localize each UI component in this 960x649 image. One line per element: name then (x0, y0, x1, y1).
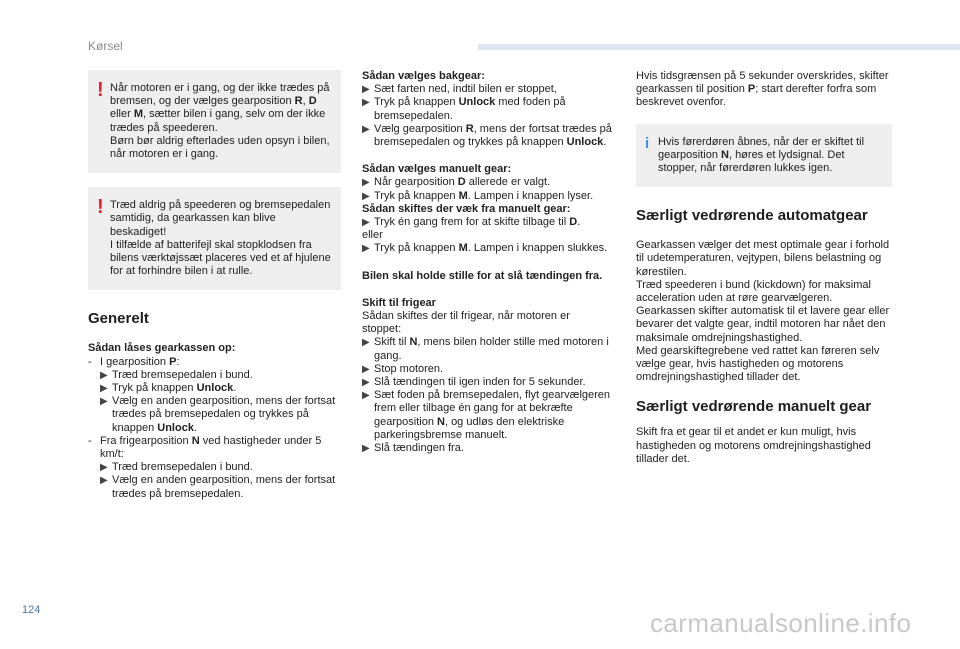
exit-manual-title: Sådan skiftes der væk fra manuelt gear: (362, 202, 571, 215)
warning-text-1b: Børn bør aldrig efterlades uden opsyn i bilen, når motoren er i gang. (110, 134, 330, 161)
warning-box-1 (88, 70, 341, 173)
warning-icon: ! (97, 196, 104, 219)
watermark: carmanualsonline.info (650, 608, 912, 638)
list-item: ▶ Vælg gearposition R, mens der fortsat trædes på bremsepedalen og trykkes på knappen Unlock. (362, 122, 612, 149)
section-title: Kørsel (88, 39, 123, 53)
list-item: ▶ Sæt foden på bremsepedalen, flyt gearvælgeren frem eller tilbage én gang for at bekræfte gearposition N, og udløs den elektriske parkeringsbremse manuelt. (362, 389, 611, 441)
column-2 (362, 70, 612, 455)
info-icon: i (645, 134, 650, 152)
list-item: ▶ Tryk på knappen M. Lampen i knappen slukkes. (362, 242, 608, 255)
dash-item-1: - I gearposition P: (88, 355, 180, 368)
list-item: ▶ Tryk på knappen Unlock med foden på bremsepedalen. (362, 96, 566, 122)
info-box (636, 124, 892, 188)
list-item: ▶ Træd bremsepedalen i bund. (100, 368, 253, 381)
header-bar (478, 44, 960, 50)
warning-box-2 (88, 187, 341, 290)
unlock-title: Sådan låses gearkassen op: (88, 342, 236, 355)
heading-automatic: Særligt vedrørende automatgear (636, 207, 868, 225)
list-item: ▶ Tryk på knappen Unlock. (100, 382, 237, 395)
manual-title: Sådan vælges manuelt gear: (362, 163, 512, 176)
heading-manual: Særligt vedrørende manuelt gear (636, 398, 872, 416)
column-3 (636, 70, 892, 466)
reverse-title: Sådan vælges bakgear: (362, 70, 485, 82)
manual-paragraph: Skift fra et gear til et andet er kun muligt, hvis hastigheden og motorens omdrejningshastighed tillader det. (636, 426, 871, 465)
auto-paragraph-2: Træd speederen i bund (kickdown) for maksimal acceleration uden at røre gearvælgeren. Gearkassen skifter automatisk til et lavere gear eller bevarer det valgte gear, indtil motoren har nået den maksimale omdrejningshastighed. (636, 278, 890, 344)
warning-text-1: Når motoren er i gang, og der ikke trædes på bremsen, og der vælges gearposition R, D eller M, sætter bilen i gang, selv om der ikke trædes på speederen. (110, 82, 330, 134)
list-item: ▶ Tryk én gang frem for at skifte tilbage til D. (362, 216, 581, 229)
page-number: 124 (22, 604, 41, 616)
heading-generelt: Generelt (88, 310, 149, 328)
or-text: eller (362, 229, 383, 242)
list-item: ▶ Slå tændingen fra. (362, 442, 464, 455)
warning-text-2b: I tilfælde af batterifejl skal stopklodsen fra bilens værktøjssæt placeres ved et af hjulene for at forhindre bilen i at rulle. (110, 238, 331, 278)
auto-paragraph-1: Gearkassen vælger det mest optimale gear i forhold til udetemperaturen, vejtypen, bilens belastning og kørestilen. (636, 239, 890, 278)
ignition-note: Bilen skal holde stille for at slå tændingen fra. (362, 269, 603, 282)
list-item: ▶ Vælg en anden gearposition, mens der fortsat trædes på bremsepedalen. (100, 474, 336, 500)
neutral-title: Skift til frigear (362, 296, 436, 309)
list-item: ▶ Skift til N, mens bilen holder stille med motoren i gang. (362, 336, 609, 362)
timeout-text: Hvis tidsgrænsen på 5 sekunder overskrides, skifter gearkassen til position P; start derefter forfra som beskrevet ovenfor. (636, 70, 889, 109)
list-item: ▶ Vælg en anden gearposition, mens der fortsat trædes på bremsepedalen og trykkes på knappen Unlock. (100, 395, 336, 434)
warning-text-2a: Træd aldrig på speederen og bremsepedalen samtidig, da gearkassen kan blive beskadiget! (110, 199, 331, 238)
warning-icon: ! (97, 79, 104, 101)
list-item: ▶ Træd bremsepedalen i bund. (100, 461, 253, 474)
list-item: ▶ Tryk på knappen M. Lampen i knappen lyser. (362, 189, 594, 202)
list-item: ▶ Sæt farten ned, indtil bilen er stoppet, (362, 83, 557, 96)
list-item: ▶ Stop motoren. (362, 362, 444, 375)
list-item: ▶ Når gearposition D allerede er valgt. (362, 176, 551, 189)
info-text: Hvis førerdøren åbnes, når der er skiftet til gearposition N, høres et lydsignal. Det stopper, når førerdøren lukkes igen. (658, 135, 865, 175)
auto-paragraph-3: Med gearskiftegrebene ved rattet kan føreren selv vælge gear, hvis hastigheden og motorens omdrejningshastighed tillader det. (636, 344, 880, 384)
neutral-intro: Sådan skiftes der til frigear, når motoren er stoppet: (362, 310, 570, 336)
column-1 (88, 70, 341, 501)
list-item: ▶ Slå tændingen til igen inden for 5 sekunder. (362, 376, 586, 389)
dash-item-2: - Fra frigearposition N ved hastigheder under 5 km/t: (88, 434, 322, 461)
